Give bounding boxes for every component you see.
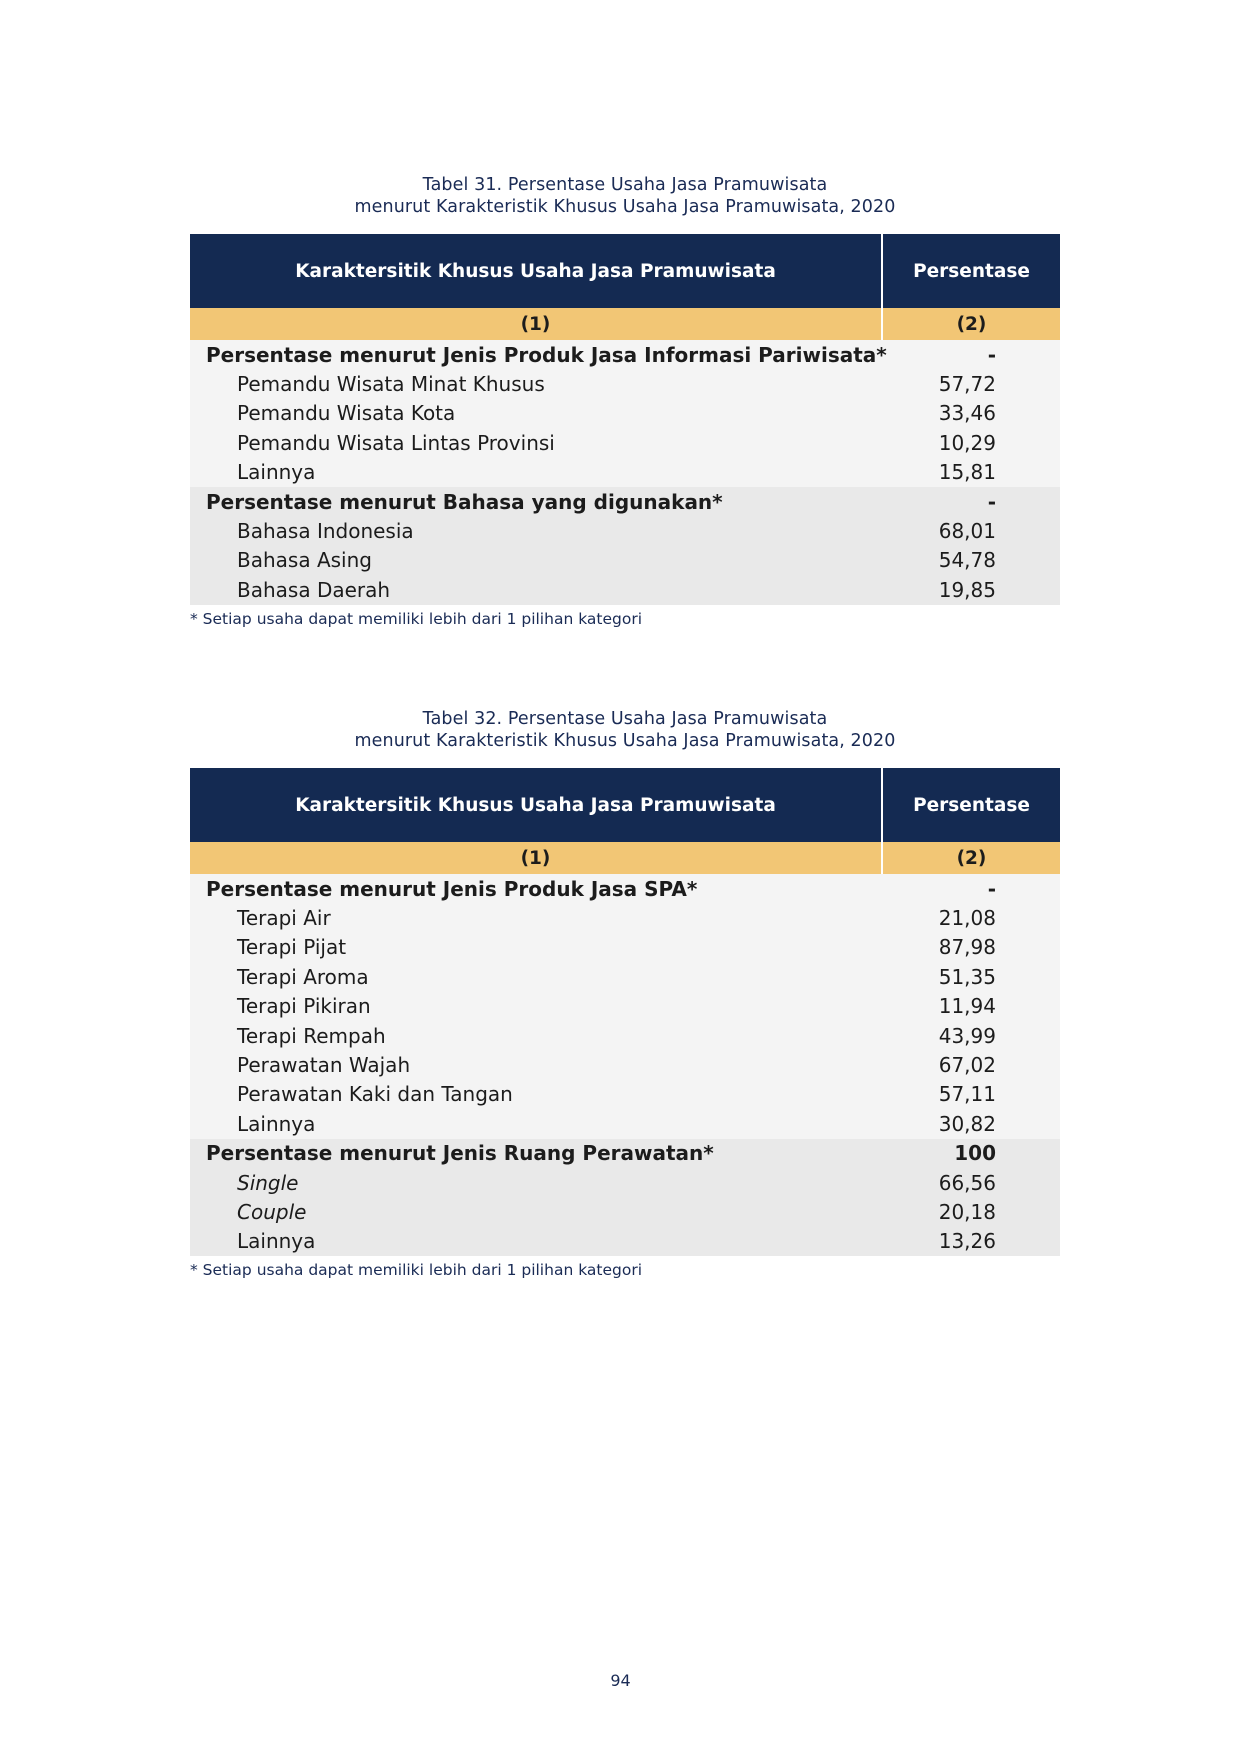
- row-label: Couple: [190, 1197, 882, 1226]
- table-row: [190, 516, 1060, 545]
- row-value: 87,98: [882, 933, 1060, 962]
- table-32: [190, 708, 1060, 1279]
- table-row: [190, 369, 1060, 398]
- row-value: 51,35: [882, 962, 1060, 991]
- row-value: 57,11: [882, 1080, 1060, 1109]
- table-31: [190, 174, 1060, 628]
- table-row: [190, 458, 1060, 487]
- row-label: Terapi Pijat: [190, 933, 882, 962]
- group-label: Persentase menurut Jenis Produk Jasa SPA*: [190, 874, 882, 903]
- row-label: Single: [190, 1168, 882, 1197]
- table-row: [190, 903, 1060, 932]
- row-label: Terapi Air: [190, 903, 882, 932]
- table-caption: [190, 708, 1060, 752]
- page-number: 94: [610, 1671, 631, 1690]
- data-table: [190, 234, 1060, 605]
- table-row: [190, 962, 1060, 991]
- table-caption: [190, 174, 1060, 218]
- row-label: Pemandu Wisata Lintas Provinsi: [190, 428, 882, 457]
- column-number-2: (2): [882, 308, 1060, 340]
- row-value: 66,56: [882, 1168, 1060, 1197]
- row-label: Bahasa Indonesia: [190, 516, 882, 545]
- header-characteristic: Karaktersitik Khusus Usaha Jasa Pramuwisata: [190, 234, 882, 308]
- table-row: [190, 933, 1060, 962]
- header-characteristic: Karaktersitik Khusus Usaha Jasa Pramuwisata: [190, 768, 882, 842]
- column-number-2: (2): [882, 842, 1060, 874]
- table-row: [190, 1080, 1060, 1109]
- caption-line-1: Tabel 32. Persentase Usaha Jasa Pramuwisata: [422, 709, 828, 729]
- row-label: Pemandu Wisata Kota: [190, 399, 882, 428]
- table-row: [190, 428, 1060, 457]
- group-header-row: [190, 487, 1060, 516]
- table-row: [190, 1050, 1060, 1079]
- group-label: Persentase menurut Jenis Ruang Perawatan*: [190, 1139, 882, 1168]
- row-label: Lainnya: [190, 458, 882, 487]
- group-label: Persentase menurut Bahasa yang digunakan*: [190, 487, 882, 516]
- column-number-1: (1): [190, 842, 882, 874]
- row-value: 20,18: [882, 1197, 1060, 1226]
- row-value: 33,46: [882, 399, 1060, 428]
- row-value: 15,81: [882, 458, 1060, 487]
- table-row: [190, 399, 1060, 428]
- row-value: 21,08: [882, 903, 1060, 932]
- data-table: [190, 768, 1060, 1256]
- table-row: [190, 1109, 1060, 1138]
- row-value: 68,01: [882, 516, 1060, 545]
- row-label: Terapi Aroma: [190, 962, 882, 991]
- table-row: [190, 1197, 1060, 1226]
- row-value: 19,85: [882, 575, 1060, 604]
- group-label: Persentase menurut Jenis Produk Jasa Informasi Pariwisata*: [190, 340, 882, 369]
- column-number-row: [190, 308, 1060, 340]
- row-value: 10,29: [882, 428, 1060, 457]
- group-header-row: [190, 340, 1060, 369]
- table-row: [190, 575, 1060, 604]
- group-header-row: [190, 874, 1060, 903]
- row-label: Terapi Rempah: [190, 1021, 882, 1050]
- row-value: 11,94: [882, 992, 1060, 1021]
- row-value: 13,26: [882, 1227, 1060, 1256]
- header-percentage: Persentase: [882, 768, 1060, 842]
- row-label: Lainnya: [190, 1227, 882, 1256]
- group-value: -: [882, 340, 1060, 369]
- row-value: 30,82: [882, 1109, 1060, 1138]
- table-row: [190, 992, 1060, 1021]
- column-number-row: [190, 842, 1060, 874]
- caption-line-1: Tabel 31. Persentase Usaha Jasa Pramuwisata: [422, 175, 828, 195]
- row-value: 67,02: [882, 1050, 1060, 1079]
- header-percentage: Persentase: [882, 234, 1060, 308]
- row-label: Terapi Pikiran: [190, 992, 882, 1021]
- group-value: 100: [882, 1139, 1060, 1168]
- caption-line-2: menurut Karakteristik Khusus Usaha Jasa Pramuwisata, 2020: [354, 731, 896, 751]
- row-value: 57,72: [882, 369, 1060, 398]
- row-label: Perawatan Wajah: [190, 1050, 882, 1079]
- group-header-row: [190, 1139, 1060, 1168]
- row-value: 43,99: [882, 1021, 1060, 1050]
- caption-line-2: menurut Karakteristik Khusus Usaha Jasa Pramuwisata, 2020: [354, 197, 896, 217]
- table-row: [190, 1168, 1060, 1197]
- header-row: [190, 768, 1060, 842]
- table-row: [190, 1227, 1060, 1256]
- table-row: [190, 1021, 1060, 1050]
- row-label: Bahasa Daerah: [190, 575, 882, 604]
- row-label: Lainnya: [190, 1109, 882, 1138]
- table-footnote: * Setiap usaha dapat memiliki lebih dari 1 pilihan kategori: [190, 609, 643, 628]
- table-footnote: * Setiap usaha dapat memiliki lebih dari 1 pilihan kategori: [190, 1261, 643, 1280]
- row-label: Perawatan Kaki dan Tangan: [190, 1080, 882, 1109]
- row-label: Pemandu Wisata Minat Khusus: [190, 369, 882, 398]
- group-value: -: [882, 487, 1060, 516]
- column-number-1: (1): [190, 308, 882, 340]
- row-value: 54,78: [882, 546, 1060, 575]
- row-label: Bahasa Asing: [190, 546, 882, 575]
- header-row: [190, 234, 1060, 308]
- table-row: [190, 546, 1060, 575]
- group-value: -: [882, 874, 1060, 903]
